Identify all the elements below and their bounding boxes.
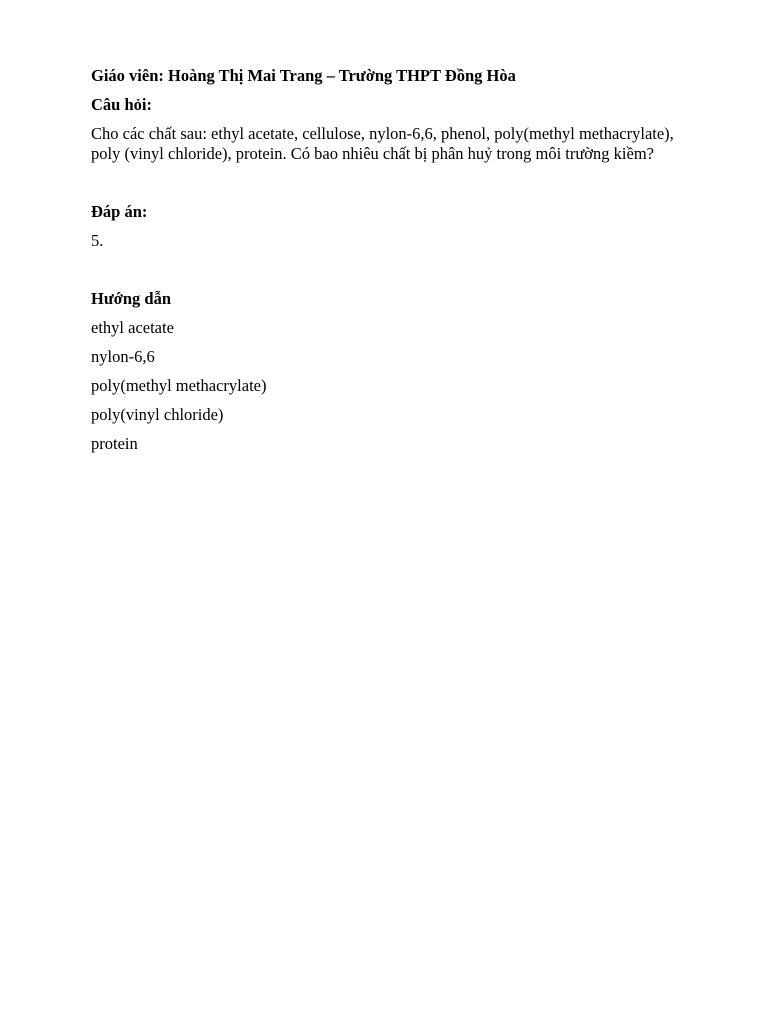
guide-item: ethyl acetate	[91, 318, 174, 337]
document-body	[91, 66, 691, 454]
answer-value: 5.	[91, 231, 104, 250]
answer-label: Đáp án:	[91, 202, 148, 221]
guide-item: poly(vinyl chloride)	[91, 405, 224, 424]
teacher-header: Giáo viên: Hoàng Thị Mai Trang – Trường THPT Đồng Hòa	[91, 66, 516, 85]
guide-label: Hướng dẫn	[91, 289, 172, 308]
question-text: Cho các chất sau: ethyl acetate, cellulose, nylon-6,6, phenol, poly(methyl methacrylate), poly (vinyl chloride), protein. Có bao nhiêu chất bị phân huỷ trong môi trường kiềm?	[91, 124, 674, 163]
guide-item: protein	[91, 434, 138, 453]
question-label: Câu hỏi:	[91, 95, 152, 114]
guide-item: poly(methyl methacrylate)	[91, 376, 267, 395]
guide-item: nylon-6,6	[91, 347, 155, 366]
